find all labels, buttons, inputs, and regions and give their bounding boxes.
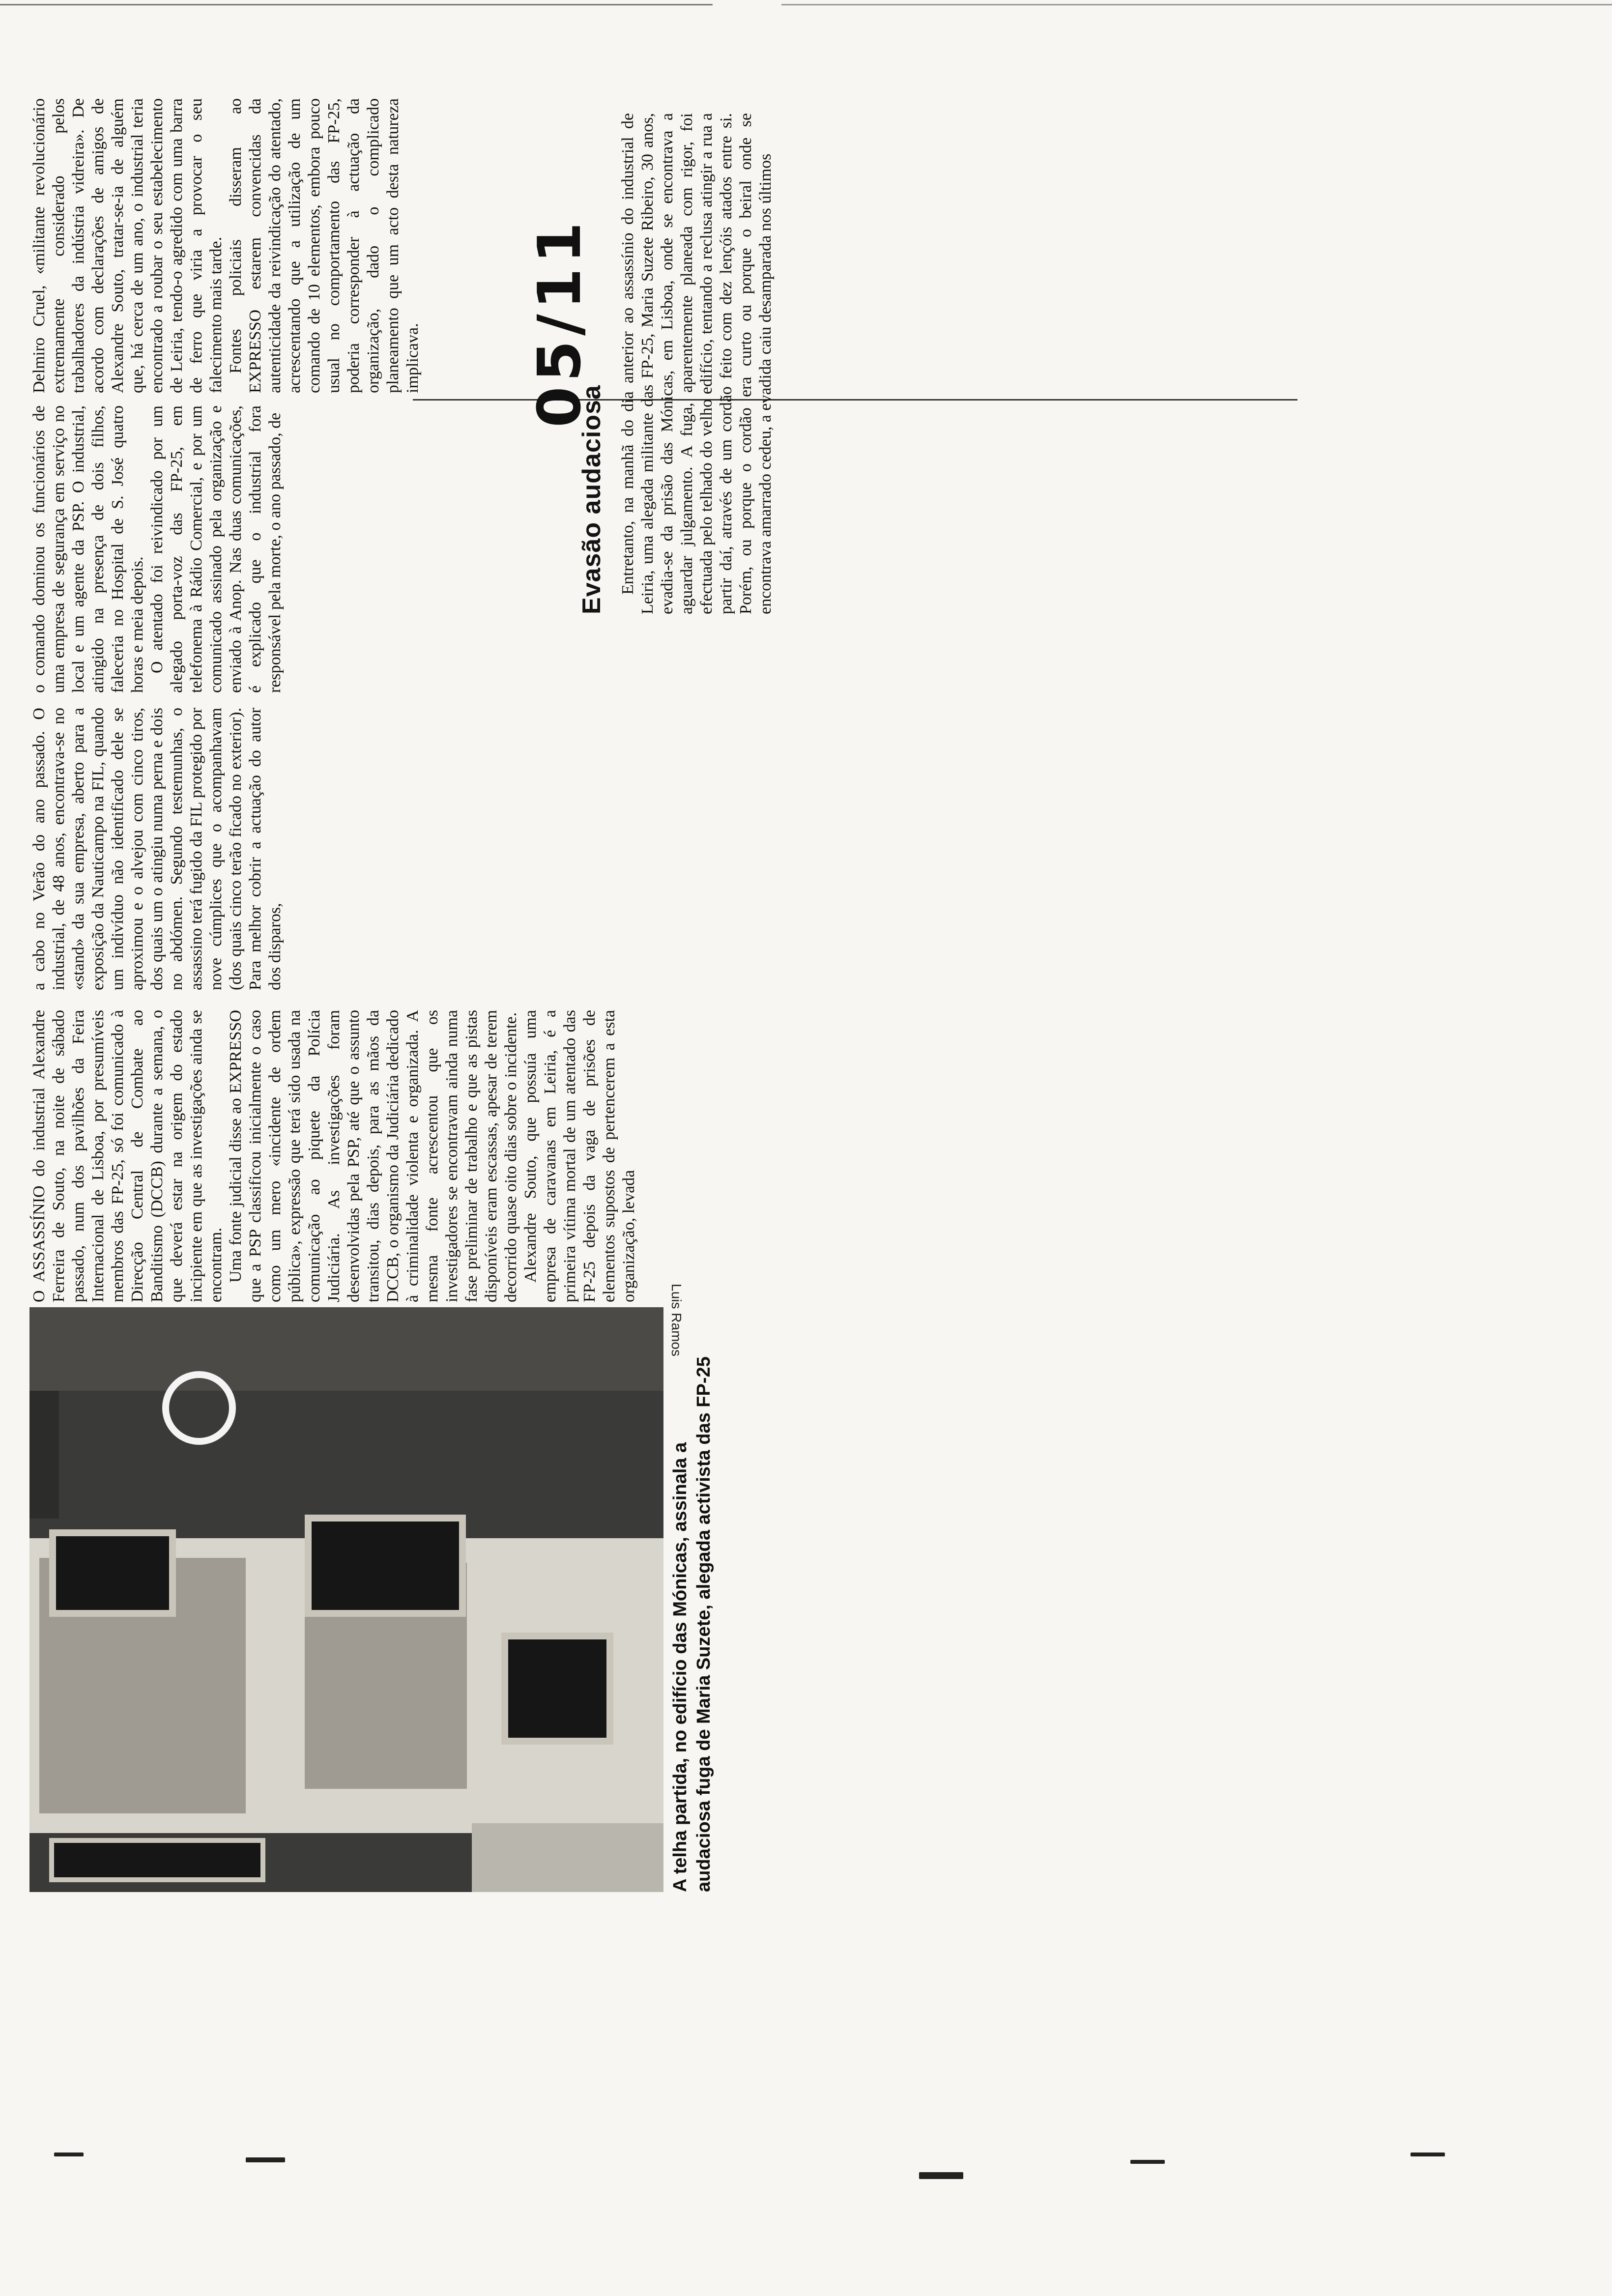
article-column-4: [29, 98, 423, 393]
article-paragraph: Entretanto, na manhã do dia anterior ao assassínio do industrial de Leiria, uma alegada militante das FP-25, Maria Suzete Ribeiro, 30 anos, evadia-se da prisão das Mónicas, em Lisboa, onde se encontrava a aguardar julgamento. A fuga, aparentemente planeada com rigor, foi efectuada pelo telhado do velho edifício, tentando a reclusa atingir a rua a partir daí, através de um cordão feito com dez lençóis atados entre si. Porém, ou porque o cordão era curto ou porque o beiral onde se encontrava amarrado cedeu, a evadida caiu desamparada nos últimos: [619, 113, 775, 614]
photo-credit: Luis Ramos: [669, 1284, 684, 1356]
article-paragraph: Uma fonte judicial disse ao EXPRESSO que a PSP classificou inicialmente o caso como um mero «incidente de ordem pública», expressão que terá sido usada na comunicação ao piquete da Polícia Judiciária. As investigações foram desenvolvidas pela PSP, até que o assunto transitou, dias depois, para as mãos da DCCB, o organismo da Judiciária dedicado à criminalidade violenta e organizada. A mesma fonte acrescentou que os investigadores se encontravam ainda numa fase preliminar de trabalho e que as pistas disponíveis eram escassas, apesar de terem decorrido quase oito dias sobre o incidente.: [227, 1010, 520, 1302]
scan-speck: [1410, 2152, 1445, 2156]
highlight-circle: [162, 1371, 236, 1445]
handwritten-date: 05/11: [526, 217, 594, 428]
article-paragraph: O atentado foi reivindicado por um alegado porta-voz das FP-25, em telefonema à Rádio Comercial, e por um comunicado assinado pela organização e enviado à Anop. Nas duas comunicações, é explicado que o industrial fora responsável pela morte, o ano passado, de: [148, 405, 284, 693]
article-paragraph: a cabo no Verão do ano passado. O industrial, de 48 anos, encontrava-se no «stand» da sua empresa, aberto para a exposição da Nauticampo na FIL, quando um indivíduo não identificado dele se aproximou e o alvejou com cinco tiros, dos quais um o atingiu numa perna e dois no abdómen. Segundo testemunhas, o assassino terá fugido da FIL protegido por nove cúmplices que o acompanhavam (dos quais cinco terão ficado no exterior). Para melhor cobrir a actuação do autor dos disparos,: [30, 708, 284, 990]
scan-speck: [919, 2172, 963, 2179]
subheading: Evasão audaciosa: [577, 385, 606, 614]
building-photo: [29, 1307, 663, 1892]
newspaper-clipping: [29, 74, 1327, 1892]
article-paragraph: O ASSASSÍNIO do industrial Alexandre Ferreira de Souto, na noite de sábado passado, num dos pavilhões da Feira Internacional de Lisboa, por presumíveis membros das FP-25, só foi comunicado à Direcção Central de Combate ao Banditismo (DCCB) durante a semana, o que deverá estar na origem do estado incipiente em que as investigações ainda se encontram.: [30, 1010, 225, 1302]
article-paragraph: Alexandre Souto, que possuía uma empresa de caravanas em Leiria, é a primeira vítima mortal de um atentado das FP-25 depois da vaga de prisões de elementos supostos de pertencerem a esta organização, levada: [521, 1010, 638, 1302]
scan-edge-rule: [0, 4, 713, 5]
article-paragraph: Delmiro Cruel, «militante revolucionário extremamente considerado pelos trabalhadores da indústria vidreira». De acordo com declarações de amigos de Alexandre Souto, tratar-se-ia de alguém que, há cerca de um ano, o industrial teria encontrado a roubar o seu estabelecimento de Leiria, tendo-o agredido com uma barra de ferro que viria a provocar o seu falecimento mais tarde.: [30, 98, 225, 393]
article-paragraph: o comando dominou os funcionários de uma empresa de segurança em serviço no local e um agente da PSP. O industrial, atingido na presença de dois filhos, faleceria no Hospital de S. José quatro horas e meia depois.: [30, 405, 146, 693]
scan-speck: [1130, 2160, 1165, 2164]
article-paragraph: Fontes policiais disseram ao EXPRESSO estarem convencidas da autenticidade da reivindicação do atentado, acrescentando que a utilização de um comando de 10 elementos, embora pouco usual no comportamento das FP-25, poderia corresponder à actuação da organização, dado o complicado planeamento que um acto desta natureza implicava.: [227, 98, 422, 393]
article-column-3: [29, 405, 285, 693]
photo-caption: A telha partida, no edifício das Mónicas, assinala a audaciosa fuga de Maria Suzete, alegada activista das FP-25: [670, 1356, 714, 1892]
article-column-2: [29, 708, 285, 990]
article-column-1: [29, 1010, 639, 1302]
scan-speck: [246, 2157, 285, 2162]
scan-edge-rule: [781, 4, 1612, 5]
scan-speck: [54, 2152, 84, 2156]
article-column-5: [570, 113, 776, 614]
